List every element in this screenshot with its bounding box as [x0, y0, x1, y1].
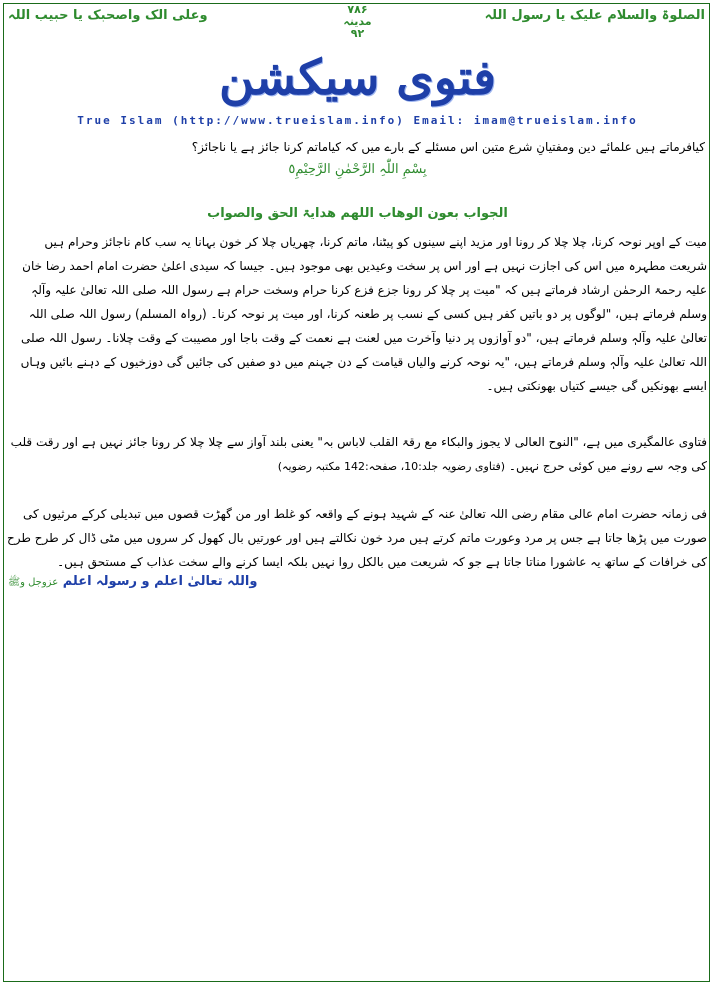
bismillah: بِسْمِ اللّٰہِ الرَّحْمٰنِ الرَّحِیْمِ٥: [288, 162, 427, 177]
closing-line: [8, 574, 708, 590]
header-salutation-right: الصلوۃ والسلام علیک یا رسول اللہ: [484, 8, 705, 23]
header-salutation-left: وعلی الک واصحبک یا حبیب اللہ: [8, 8, 208, 23]
closing-text: واللہ تعالیٰ اعلم و رسولہ اعلم: [62, 574, 258, 589]
header-center-emblem: [0, 4, 715, 40]
header-786: ۷۸۶: [347, 3, 368, 16]
answer-paragraph-3: فی زمانہ حضرت امام عالی مقام رضی اللہ تعالیٰ عنہ کے شہید ہونے کے واقعہ کو غلط اور من گھڑت قصوں میں تبدیلی کرکے مرثیوں کی صورت میں پڑھا جاتا ہے جس پر مرد وعورت ماتم کرتے ہیں مرد خون نکالتے ہیں اور عورتیں بال کھول کر سروں میں مٹی ڈال کر طرح طرح کی خرافات کے ساتھ یہ عاشورا مناتا جاتا ہے جو کہ شریعت میں بالکل روا نہیں بلکہ ایسا کرنے والے سخت عذاب کے مستحق ہیں۔: [7, 507, 707, 569]
page-title: فتوی سیکشن: [218, 50, 497, 106]
answer-paragraph-2: [7, 430, 707, 479]
paragraph-2-text: فتاوی عالمگیری میں ہے، "النوح العالی لا یجوز والبکاء مع رقۃ القلب لاباس بہ" یعنی بلند آواز سے چلا چلا کر رونا جائز نہیں ہے اور رقت قلب کی وجہ سے رونے میں کوئی حرج نہیں۔: [10, 435, 707, 473]
honorific-seal: عزوجل وﷺ: [8, 577, 59, 588]
question-text: کیافرماتے ہیں علمائے دین ومفتیانِ شرع متین اس مسئلے کے بارے میں کہ کیاماتم کرنا جائز ہے یا ناجائز؟: [191, 140, 705, 154]
contact-line: True Islam (http://www.trueislam.info) Email: imam@trueislam.info: [77, 114, 638, 127]
answer-paragraph-1: میت کے اوپر نوحہ کرنا، چلا چلا کر رونا اور مزید اپنے سینوں کو پیٹنا، ماتم کرنا، چھریاں چلا کر خون بہانا یہ سب کام ناجائز وحرام ہیں شریعت مطہرہ میں اس کی اجازت نہیں ہے اور اس پر سخت وعیدیں بھی موجود ہیں۔ جیسا کہ سیدی اعلیٰ حضرت امام احمد رضا خان علیہ رحمۃ الرحمٰن ارشاد فرماتے ہیں کہ "میت پر چلا کر رونا جزع فزع کرنا حرام وسخت حرام ہے رسول اللہ صلی اللہ تعالیٰ علیہ وآلہٖ وسلم فرماتے ہیں، "لوگوں پر دو باتیں کفر ہیں کسی کے نسب پر طعنہ کرنا، اور میت پر نوحہ کرنا۔ (رواہ المسلم) رسول اللہ صلی اللہ تعالیٰ علیہ وآلہٖ وسلم فرماتے ہیں، "دو آوازوں پر دنیا وآخرت میں لعنت ہے نعمت کے وقت باجا اور مصیبت کے وقت چلانا۔ رسول اللہ صلی اللہ تعالیٰ علیہ وآلہٖ وسلم فرماتے ہیں، "یہ نوحہ کرنے والیاں قیامت کے دن جہنم میں دو صفیں کی جائیں گی دوزخیوں کے دہنے بائیں وہاں ایسے بھونکیں گی جیسے کتیاں بھونکتی ہیں۔: [20, 235, 707, 393]
header-92: ۹۲: [350, 27, 365, 40]
header-madina: مدینہ: [343, 15, 372, 28]
answer-heading: الجواب بعون الوھاب اللھم ھدایۃ الحق والصواب: [207, 206, 508, 221]
reference-citation: (فتاوی رضویہ جلد:10، صفحہ:142 مکتبہ رضویہ): [277, 460, 506, 473]
